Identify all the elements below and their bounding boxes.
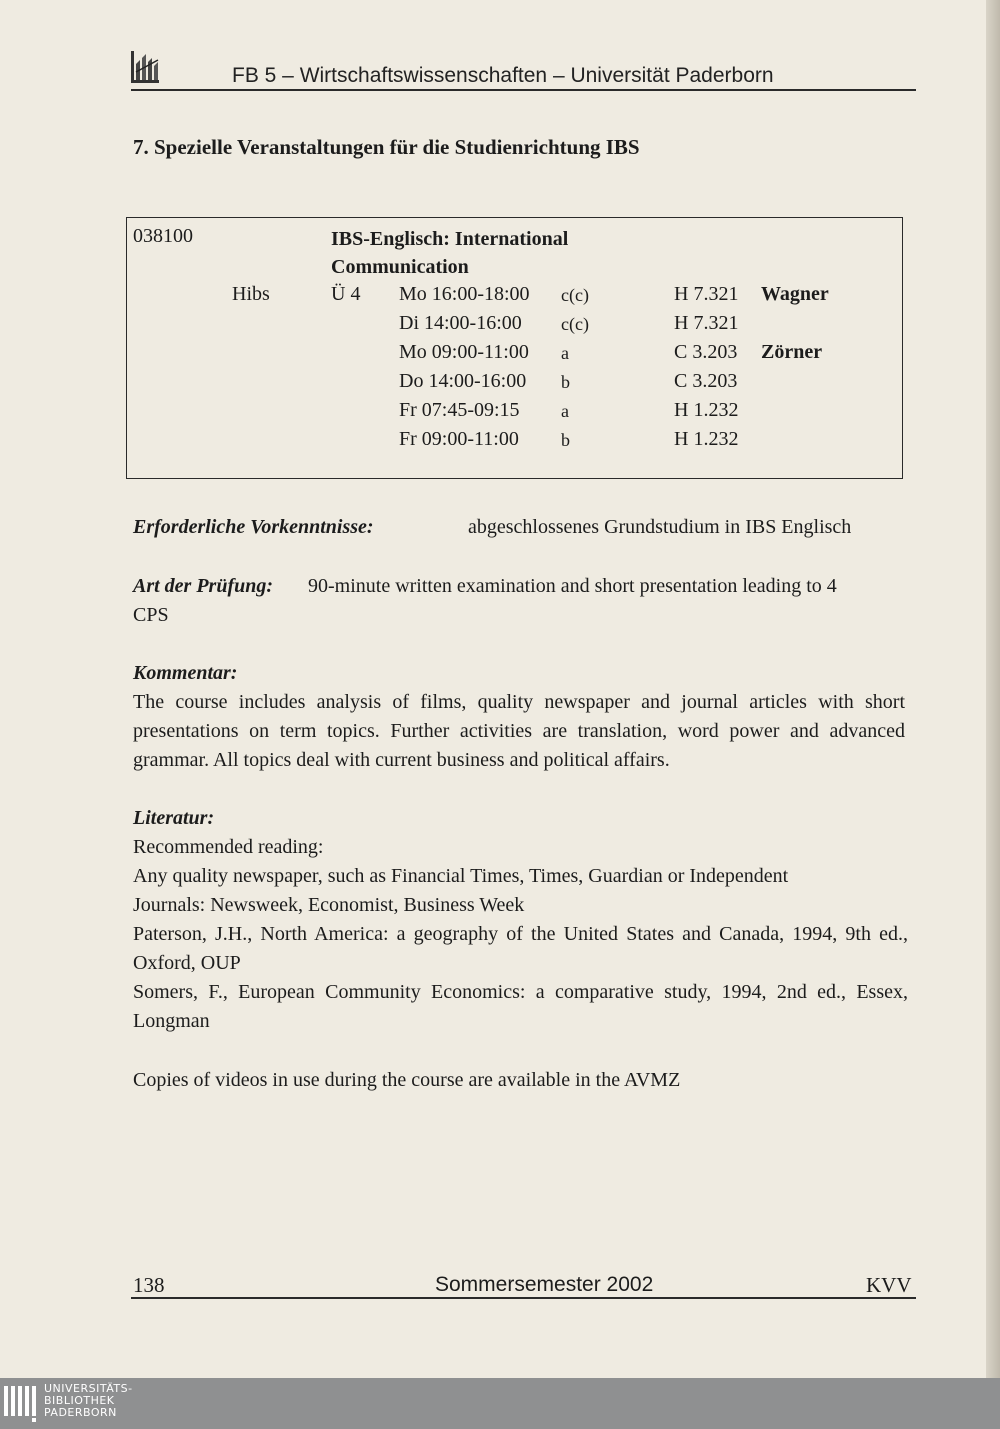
footer-rule: [131, 1297, 916, 1299]
session-time: Fr 09:00-11:00: [399, 428, 519, 450]
library-name-line1: UNIVERSITÄTS-: [44, 1382, 133, 1395]
library-logo-icon: [4, 1384, 38, 1422]
prerequisites-label: Erforderliche Vorkenntnisse:: [133, 516, 374, 538]
session-group: a: [561, 343, 569, 363]
footer-code: KVV: [866, 1273, 912, 1297]
course-title: [331, 225, 568, 281]
session-group: b: [561, 430, 570, 450]
session-group: b: [561, 372, 570, 392]
literature-label: Literatur:: [133, 807, 215, 829]
session-group: c(c): [561, 314, 589, 334]
literature-item: Journals: Newsweek, Economist, Business Week: [133, 894, 525, 916]
comment-label: Kommentar:: [133, 662, 238, 684]
session-group: a: [561, 401, 569, 421]
library-name-line3: PADERBORN: [44, 1406, 117, 1419]
literature-note: Copies of videos in use during the course are available in the AVMZ: [133, 1069, 681, 1091]
prerequisites-text: abgeschlossenes Grundstudium in IBS Englisch: [468, 516, 852, 538]
header-rule: [131, 89, 916, 91]
session-room: H 1.232: [674, 428, 739, 450]
session-room: H 7.321: [674, 283, 739, 305]
course-type: Ü 4: [331, 283, 361, 305]
comment-text: The course includes analysis of films, quality newspaper and journal articles with short presentations on term topics. Further activities are translation, word power and advanced grammar. All topics deal with current business and political affairs.: [133, 691, 905, 771]
session-time: Mo 16:00-18:00: [399, 283, 530, 305]
session-time: Di 14:00-16:00: [399, 312, 522, 334]
exam-text-line1: 90-minute written examination and short presentation leading to 4: [308, 575, 837, 597]
course-number: 038100: [133, 225, 193, 247]
session-time: Fr 07:45-09:15: [399, 399, 520, 421]
page-number: 138: [133, 1273, 165, 1297]
library-banner: [0, 1378, 1000, 1429]
session-lecturer: Wagner: [761, 283, 829, 305]
session-time: Mo 09:00-11:00: [399, 341, 529, 363]
literature-item: Any quality newspaper, such as Financial Times, Times, Guardian or Independent: [133, 865, 789, 887]
literature-list: [133, 833, 908, 1036]
session-time: Do 14:00-16:00: [399, 370, 527, 392]
session-group: c(c): [561, 285, 589, 305]
session-room: C 3.203: [674, 370, 738, 392]
library-name: [44, 1383, 133, 1419]
page-header-title: FB 5 – Wirtschaftswissenschaften – Universität Paderborn: [232, 64, 774, 87]
literature-intro: Recommended reading:: [133, 836, 324, 858]
section-title: 7. Spezielle Veranstaltungen für die Studienrichtung IBS: [133, 135, 640, 159]
university-logo-icon: [130, 50, 160, 86]
footer-semester: Sommersemester 2002: [435, 1273, 654, 1296]
literature-item: Paterson, J.H., North America: a geography of the United States and Canada, 1994, 9th ed., Oxford, OUP: [133, 923, 908, 974]
library-name-line2: BIBLIOTHEK: [44, 1394, 115, 1407]
session-lecturer: Zörner: [761, 341, 823, 363]
exam-label: Art der Prüfung:: [133, 575, 274, 597]
course-title-line2: Communication: [331, 256, 469, 278]
session-room: C 3.203: [674, 341, 738, 363]
course-title-line1: IBS-Englisch: International: [331, 228, 569, 250]
course-group: Hibs: [232, 283, 270, 305]
session-room: H 7.321: [674, 312, 739, 334]
literature-item: Somers, F., European Community Economics: a comparative study, 1994, 2nd ed., Essex, Longman: [133, 981, 908, 1032]
session-room: H 1.232: [674, 399, 739, 421]
book-spine-edge: [986, 0, 1000, 1378]
exam-text-line2: CPS: [133, 604, 169, 626]
